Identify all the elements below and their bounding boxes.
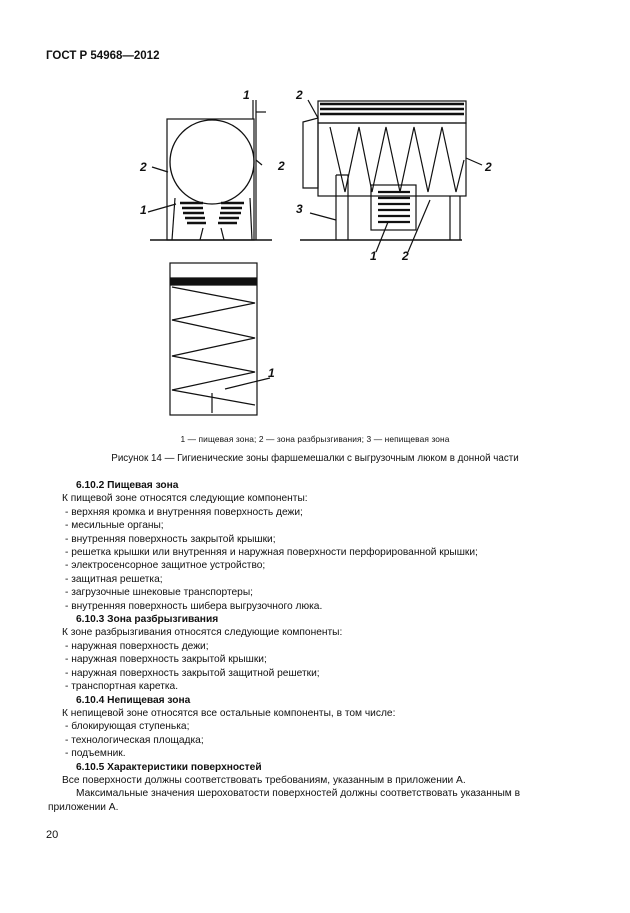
list-item: - транспортная каретка. [65, 681, 179, 693]
label-2-right: 2 [278, 159, 285, 173]
vessel-circle [170, 120, 254, 204]
section-intro: К пищевой зоне относятся следующие компоненты: [62, 493, 308, 505]
list-item: - защитная решетка; [65, 573, 163, 585]
label-1-left: 1 [140, 203, 147, 217]
figure-caption: Рисунок 14 — Гигиенические зоны фаршемешалки с выгрузочным люком в донной части [111, 453, 519, 464]
list-item: - внутренняя поверхность закрытой крышки; [65, 533, 276, 545]
paragraph: Максимальные значения шероховатости поверхностей должны соответствовать указанным в [76, 788, 521, 800]
section-intro: К непищевой зоне относятся все остальные компоненты, в том числе: [62, 707, 396, 719]
list-item: - верхняя кромка и внутренняя поверхность дежи; [65, 506, 303, 518]
label-2-side-top: 2 [296, 88, 303, 102]
label-1-top: 1 [243, 88, 250, 102]
list-item: - наружная поверхность закрытой защитной решетки; [65, 667, 320, 679]
document-header: ГОСТ Р 54968—2012 [46, 50, 160, 62]
side-view-drive [303, 118, 318, 188]
list-item: - загрузочные шнековые транспортеры; [65, 587, 253, 599]
list-item: - месильные органы; [65, 520, 164, 532]
section-heading: 6.10.4 Непищевая зона [76, 694, 191, 706]
section-heading: 6.10.5 Характеристики поверхностей [76, 761, 262, 773]
paragraph-continued: приложении А. [48, 801, 119, 813]
label-2-side-right: 2 [485, 160, 492, 174]
list-item: - решетка крышки или внутренняя и наружная поверхности перфорированной крышки; [65, 547, 478, 559]
figure-legend: 1 — пищевая зона; 2 — зона разбрызгивания; 3 — непищевая зона [180, 434, 450, 444]
section-heading: 6.10.3 Зона разбрызгивания [76, 614, 219, 626]
figure-14-drawing [0, 0, 630, 430]
page-number: 20 [46, 829, 59, 841]
list-item: - внутренняя поверхность шибера выгрузочного люка. [65, 600, 323, 612]
front-view-frame [167, 119, 254, 240]
section-heading: 6.10.2 Пищевая зона [76, 480, 179, 491]
list-item: - электросенсорное защитное устройство; [65, 560, 266, 572]
label-1-top-view: 1 [268, 366, 275, 380]
list-item: - подъемник. [65, 748, 126, 760]
label-3-side: 3 [296, 202, 303, 216]
paragraph: Все поверхности должны соответствовать требованиям, указанным в приложении А. [62, 774, 466, 786]
label-2-left: 2 [140, 160, 147, 174]
list-item: - наружная поверхность закрытой крышки; [65, 654, 267, 666]
label-1-side-bottom: 1 [370, 249, 377, 263]
list-item: - блокирующая ступенька; [65, 721, 190, 733]
list-item: - наружная поверхность дежи; [65, 640, 209, 652]
section-intro: К зоне разбрызгивания относятся следующие компоненты: [62, 627, 343, 639]
body-text [48, 479, 602, 814]
label-2-side-bottom: 2 [402, 249, 409, 263]
list-item: - технологическая площадка; [65, 734, 204, 746]
